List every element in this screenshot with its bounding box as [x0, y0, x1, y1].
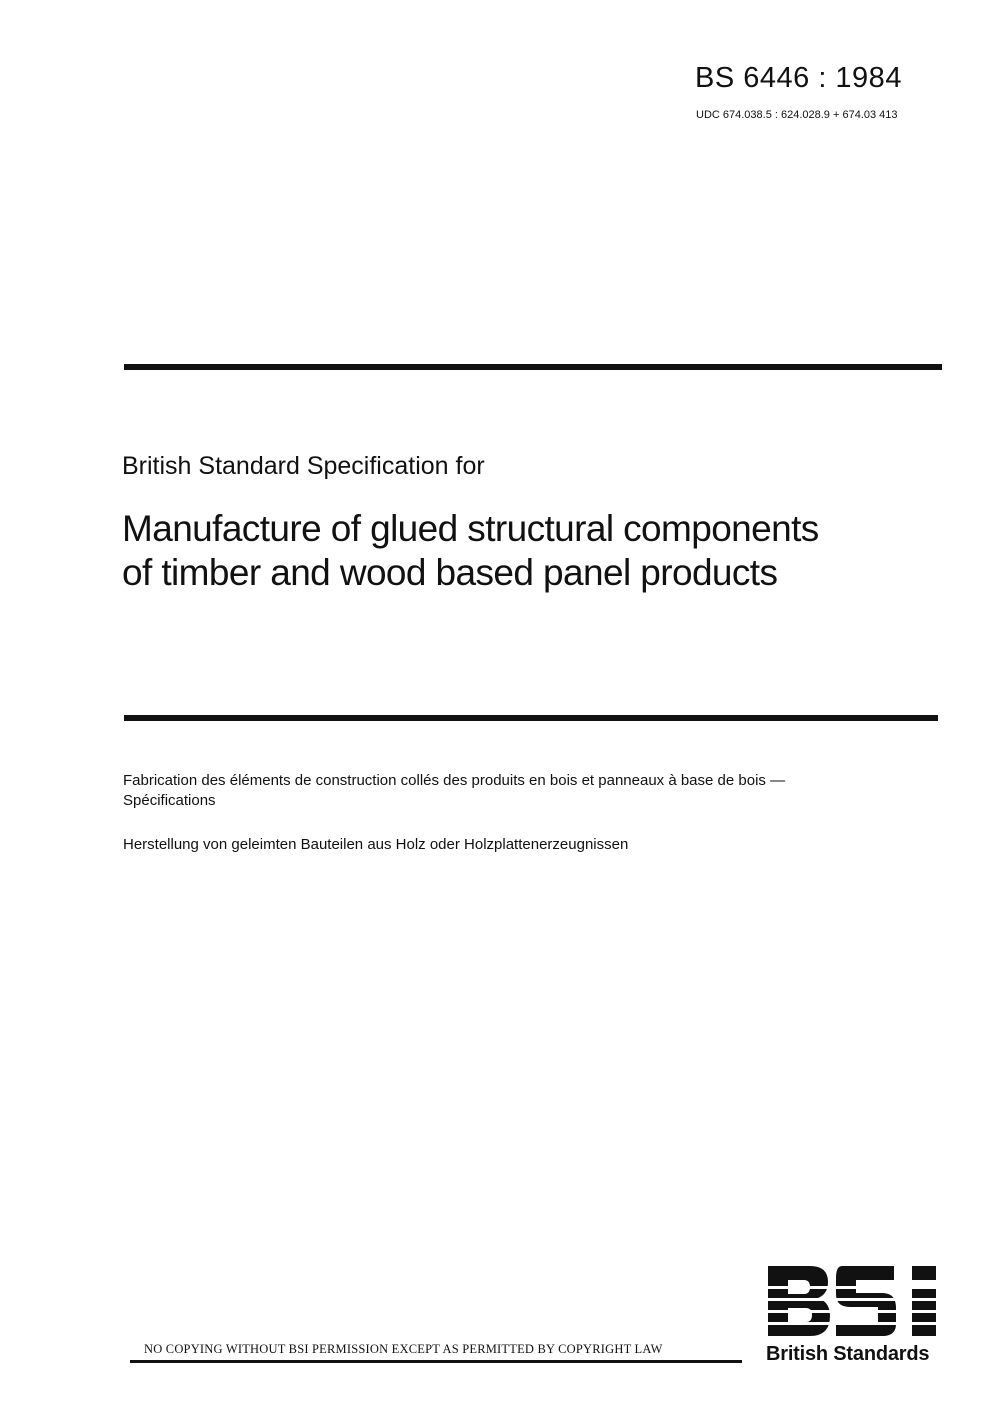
document-subtitle: British Standard Specification for — [122, 452, 485, 480]
standard-number: BS 6446 : 1984 — [695, 62, 902, 94]
french-title-line-2: Spécifications — [123, 792, 216, 809]
french-title — [123, 771, 923, 811]
bsi-logo-mark — [766, 1262, 944, 1340]
bsi-logo-text: British Standards — [766, 1343, 930, 1365]
document-title-line-1: Manufacture of glued structural components — [122, 508, 819, 549]
copyright-underline — [130, 1360, 742, 1363]
middle-divider — [124, 715, 938, 721]
udc-classification: UDC 674.038.5 : 624.028.9 + 674.03 413 — [696, 109, 898, 121]
french-title-line-1: Fabrication des éléments de construction collés des produits en bois et panneaux à base de bois — — [123, 772, 786, 789]
bsi-logo — [766, 1262, 944, 1372]
german-title: Herstellung von geleimten Bauteilen aus Holz oder Holzplattenerzeugnissen — [123, 836, 629, 853]
document-title-line-2: of timber and wood based panel products — [122, 552, 778, 593]
copyright-notice: NO COPYING WITHOUT BSI PERMISSION EXCEPT AS PERMITTED BY COPYRIGHT LAW — [144, 1342, 663, 1356]
top-divider — [124, 364, 942, 370]
document-title — [122, 507, 819, 595]
